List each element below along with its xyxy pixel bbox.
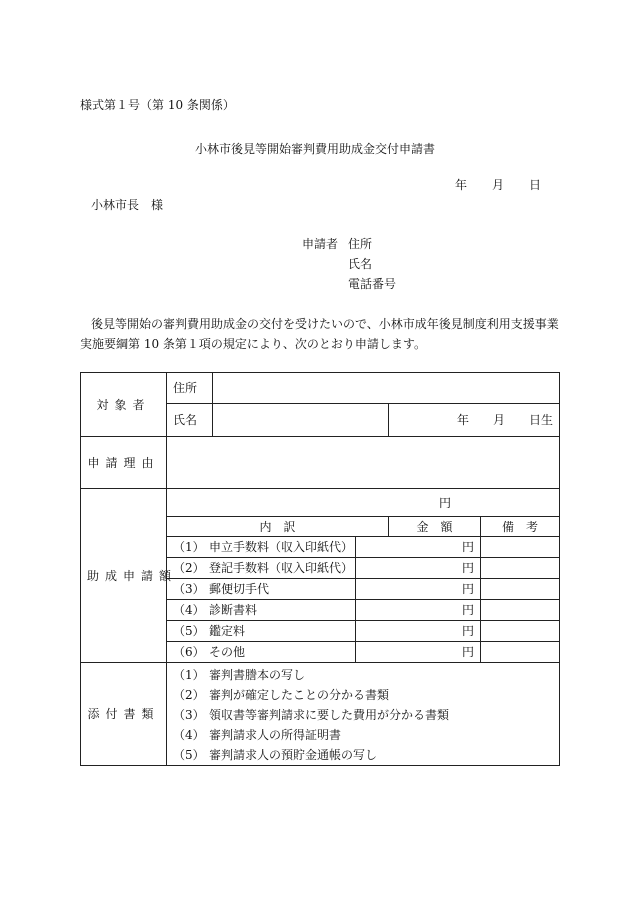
reason-field[interactable] (167, 437, 560, 489)
item-text: 鑑定料 (209, 624, 246, 638)
target-name-label: 氏名 (167, 404, 213, 437)
date-day: 日 (529, 178, 542, 192)
target-address-label: 住所 (167, 373, 213, 404)
reason-row (81, 437, 560, 489)
attachment-number: （1） (173, 668, 205, 682)
application-table (80, 372, 560, 766)
attachments-list (167, 663, 560, 766)
attachment-item (173, 725, 553, 745)
item-unit: 円 (461, 561, 474, 575)
form-number: 様式第１号（第 10 条関係） (80, 98, 235, 112)
addressee: 小林市長 様 (91, 198, 164, 212)
applicant-label: 申請者 (302, 237, 339, 251)
attachment-item (173, 745, 553, 765)
grant-label: 助成申請額 (81, 489, 167, 663)
item-text: 申立手数料（収入印紙代） (209, 540, 354, 554)
attachment-number: （4） (173, 728, 205, 742)
item-note-field[interactable] (481, 642, 560, 663)
birth-month-label: 月 (492, 413, 505, 427)
date-month: 月 (492, 178, 505, 192)
item-number: （4） (173, 603, 205, 617)
item-amount-field[interactable] (356, 537, 481, 558)
body-text-line-2: 実施要綱第 10 条第１項の規定により、次のとおり申請します。 (80, 337, 426, 351)
item-amount-field[interactable] (356, 642, 481, 663)
attachments-row (81, 663, 560, 766)
item-unit: 円 (461, 540, 474, 554)
attachment-text: 審判請求人の所得証明書 (209, 728, 342, 742)
reason-label: 申請理由 (81, 437, 167, 489)
item-amount-field[interactable] (356, 558, 481, 579)
applicant-phone-label: 電話番号 (348, 277, 397, 291)
target-label: 対象者 (81, 373, 167, 437)
item-text: 登記手数料（収入印紙代） (209, 561, 354, 575)
item-number: （6） (173, 645, 205, 659)
item-number: （5） (173, 624, 205, 638)
date-year: 年 (455, 178, 468, 192)
attachment-item (173, 665, 553, 685)
item-number: （2） (173, 561, 205, 575)
item-number: （3） (173, 582, 205, 596)
body-text-line-1: 後見等開始の審判費用助成金の交付を受けたいので、小林市成年後見制度利用支援事業 (91, 317, 559, 331)
item-note-field[interactable] (481, 579, 560, 600)
item-amount-field[interactable] (356, 621, 481, 642)
applicant-name-label: 氏名 (348, 257, 373, 271)
item-note-field[interactable] (481, 537, 560, 558)
target-name-field[interactable] (213, 404, 389, 437)
attachment-text: 審判書謄本の写し (209, 668, 306, 682)
grant-total-row (81, 489, 560, 517)
attachment-text: 審判請求人の預貯金通帳の写し (209, 748, 378, 762)
item-text: 郵便切手代 (209, 582, 270, 596)
birth-year-label: 年 (456, 413, 469, 427)
birth-day-label: 日生 (528, 413, 553, 427)
item-note-field[interactable] (481, 600, 560, 621)
item-number: （1） (173, 540, 205, 554)
item-unit: 円 (461, 624, 474, 638)
item-unit: 円 (461, 645, 474, 659)
item-note-field[interactable] (481, 621, 560, 642)
attachment-item (173, 705, 553, 725)
item-amount-field[interactable] (356, 579, 481, 600)
grant-total-field[interactable] (167, 489, 560, 517)
header-item: 内 訳 (167, 517, 389, 537)
attachment-item (173, 685, 553, 705)
item-note-field[interactable] (481, 558, 560, 579)
target-birthdate-field[interactable] (389, 404, 560, 437)
attachment-number: （3） (173, 708, 205, 722)
target-address-field[interactable] (213, 373, 560, 404)
grant-total-unit: 円 (438, 495, 451, 510)
item-text: その他 (209, 645, 246, 659)
item-unit: 円 (461, 582, 474, 596)
target-address-row (81, 373, 560, 404)
item-amount-field[interactable] (356, 600, 481, 621)
document-title: 小林市後見等開始審判費用助成金交付申請書 (194, 142, 435, 156)
applicant-address-label: 住所 (348, 237, 373, 251)
attachment-text: 領収書等審判請求に要した費用が分かる書類 (209, 708, 450, 722)
header-note: 備 考 (481, 517, 560, 537)
item-unit: 円 (461, 603, 474, 617)
header-amount: 金 額 (389, 517, 481, 537)
item-text: 診断書料 (209, 603, 258, 617)
attachment-text: 審判が確定したことの分かる書類 (209, 688, 390, 702)
attachment-number: （5） (173, 748, 205, 762)
attachment-number: （2） (173, 688, 205, 702)
attachments-label: 添付書類 (81, 663, 167, 766)
